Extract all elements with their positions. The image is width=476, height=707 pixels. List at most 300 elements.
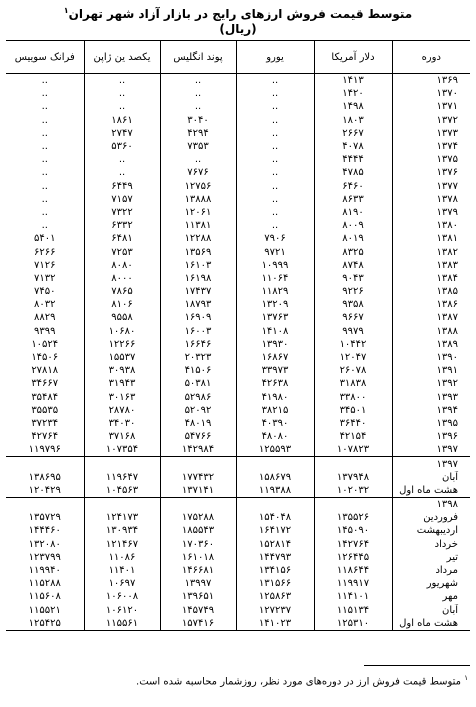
value-cell: ۴۷۸۵: [314, 166, 392, 179]
period-cell: ۱۳۹۶: [392, 430, 470, 443]
table-row: [6, 153, 470, 166]
value-cell: ..: [160, 87, 236, 100]
header-period: دوره: [392, 41, 470, 74]
value-cell: ۱۲۵۴۲۵: [6, 617, 84, 631]
table-row: [6, 484, 470, 498]
value-cell: ۱۰۵۲۴: [31, 338, 59, 350]
value-cell: ۱۳۵۶۹: [160, 245, 236, 258]
value-cell: ..: [236, 100, 314, 113]
value-cell: ۱۰۷۳۵۴: [84, 443, 160, 457]
period-cell: خرداد: [392, 538, 470, 551]
value-cell: ۱۴۲۷۶۴: [314, 538, 392, 551]
value-cell: ۱۱۴۱۰۱: [314, 590, 392, 603]
value-cell: ۱۱۳۸۱: [160, 219, 236, 232]
value-cell: ۹۰۴۳: [314, 272, 392, 285]
table-row: [6, 193, 470, 206]
value-cell: ۱۴۹۸: [314, 100, 392, 113]
empty-cell: [314, 457, 392, 471]
value-cell: ۷۲۵۳: [84, 245, 160, 258]
value-cell: ۱۴۱۰۲۳: [236, 617, 314, 631]
value-cell: ۷۳۵۳: [160, 140, 236, 153]
section-label-row: [6, 457, 470, 471]
footnote-divider: [364, 665, 470, 666]
value-cell: ۱۱۰۸۶: [84, 551, 160, 564]
table-row: [6, 617, 470, 631]
period-cell: ۱۳۸۲: [392, 245, 470, 258]
value-cell: ۱۲۷۵۶: [160, 180, 236, 193]
period-cell: هشت ماه اول: [392, 484, 470, 498]
value-cell: ۴۸۰۱۹: [160, 417, 236, 430]
value-cell: ۴۴۴۴: [314, 153, 392, 166]
value-cell: ۱۱۹۶۴۷: [84, 471, 160, 484]
period-cell: ۱۳۷۰: [392, 87, 470, 100]
period-cell: ۱۳۷۴: [392, 140, 470, 153]
value-cell: ۱۴۵۷۴۹: [160, 604, 236, 617]
value-cell: ۳۰۹۳۸: [84, 364, 160, 377]
value-cell: ۱۰۶۸۰: [84, 325, 160, 338]
value-cell: ۴۲۷۶۴: [31, 431, 59, 443]
value-cell: ..: [84, 153, 160, 166]
value-cell: ۶۳۳۲: [84, 219, 160, 232]
section-label-row: [6, 498, 470, 512]
value-cell: ۱۳۲۰۸۰: [28, 538, 61, 550]
header-jpy: یکصد ین ژاپن: [84, 41, 160, 74]
period-cell: ۱۳۹۳: [392, 391, 470, 404]
value-cell: ۲۷۴۷: [84, 127, 160, 140]
value-cell: ..: [160, 153, 236, 166]
value-cell: ۵۳۶۰: [84, 140, 160, 153]
value-cell: ۳۸۲۱۵: [236, 404, 314, 417]
value-cell: ۱۱۵۲۸۸: [28, 578, 61, 590]
value-cell: ۹۹۷۹: [314, 325, 392, 338]
value-cell: ۸۰۸۰: [84, 259, 160, 272]
table-row: [6, 443, 470, 457]
period-cell: ۱۳۷۷: [392, 180, 470, 193]
value-cell: ۳۳۹۷۳: [236, 364, 314, 377]
value-cell: ۳۰۴۰: [160, 114, 236, 127]
footnote: [136, 674, 468, 687]
period-cell: ۱۳۸۶: [392, 298, 470, 311]
value-cell: ۱۳۰۹۳۴: [84, 524, 160, 537]
value-cell: ۵۴۷۶۶: [160, 430, 236, 443]
value-cell: ..: [236, 127, 314, 140]
period-cell: ۱۳۸۱: [392, 232, 470, 245]
period-cell: ۱۳۹۴: [392, 404, 470, 417]
value-cell: ۷۱۲۶: [34, 259, 56, 271]
value-cell: ۱۸۰۳: [314, 114, 392, 127]
value-cell: ۱۲۰۴۷: [314, 351, 392, 364]
header-eur: یورو: [236, 41, 314, 74]
value-cell: ۱۷۰۳۶۰: [160, 538, 236, 551]
value-cell: ۶۴۴۹: [84, 180, 160, 193]
value-cell: ۷۹۰۶: [236, 232, 314, 245]
value-cell: ..: [236, 206, 314, 219]
table-row: [6, 74, 470, 88]
value-cell: ۳۰۱۶۳: [84, 391, 160, 404]
table-row: [6, 538, 470, 551]
empty-cell: [6, 498, 84, 512]
value-cell: ۱۴۴۴۶۰: [28, 525, 61, 537]
value-cell: ..: [236, 166, 314, 179]
title-note-mark: ۱: [63, 6, 69, 15]
value-cell: ۷۱۵۷: [84, 193, 160, 206]
table-row: [6, 285, 470, 298]
period-cell: ۱۳۷۸: [392, 193, 470, 206]
value-cell: ۳۱۹۴۳: [84, 377, 160, 390]
value-cell: ۱۳۹۹۷: [160, 577, 236, 590]
value-cell: ۳۵۴۸۴: [31, 391, 59, 403]
value-cell: ۱۲۵۵۹۳: [236, 443, 314, 457]
value-cell: ۳۱۸۳۸: [314, 377, 392, 390]
value-cell: ۱۶۱۹۸: [160, 272, 236, 285]
table-row: [6, 577, 470, 590]
value-cell: ..: [236, 87, 314, 100]
value-cell: ۱۰۶۰۰۸: [84, 590, 160, 603]
empty-cell: [84, 457, 160, 471]
value-cell: ۶۴۸۱: [84, 232, 160, 245]
value-cell: ۹۲۲۶: [314, 285, 392, 298]
value-cell: ۱۷۵۲۸۸: [160, 511, 236, 524]
value-cell: ۹۷۲۱: [236, 245, 314, 258]
value-cell: ۹۳۵۸: [314, 298, 392, 311]
value-cell: ۴۸۰۸۰: [236, 430, 314, 443]
value-cell: ۸۱۹۰: [314, 206, 392, 219]
value-cell: ۱۰۴۴۲: [314, 338, 392, 351]
value-cell: ۸۱۰۶: [84, 298, 160, 311]
value-cell: ..: [41, 127, 48, 139]
value-cell: ۱۵۵۳۷: [84, 351, 160, 364]
period-cell: ۱۳۷۱: [392, 100, 470, 113]
period-cell: ۱۳۶۹: [392, 74, 470, 88]
value-cell: ۱۶۸۶۷: [236, 351, 314, 364]
value-cell: ..: [84, 166, 160, 179]
value-cell: ۱۰۲۰۳۲: [314, 484, 392, 498]
value-cell: ۱۳۲۰۹: [236, 298, 314, 311]
table-row: [6, 417, 470, 430]
table-row: [6, 272, 470, 285]
value-cell: ۱۲۰۴۲۹: [6, 484, 84, 498]
period-cell: هشت ماه اول: [392, 617, 470, 631]
period-cell: ۱۳۸۵: [392, 285, 470, 298]
period-cell: ۱۳۹۰: [392, 351, 470, 364]
value-cell: ..: [236, 193, 314, 206]
value-cell: ..: [41, 154, 48, 166]
value-cell: ۲۶۰۷۸: [314, 364, 392, 377]
header-gbp: پوند انگلیس: [160, 41, 236, 74]
table-row: [6, 404, 470, 417]
value-cell: ۱۲۲۶۶: [84, 338, 160, 351]
table-row: [6, 87, 470, 100]
value-cell: ۱۳۱۵۶۶: [236, 577, 314, 590]
table-row: [6, 100, 470, 113]
value-cell: ۵۲۹۸۶: [160, 391, 236, 404]
value-cell: ۸۸۲۹: [34, 312, 56, 324]
period-cell: ۱۳۸۳: [392, 259, 470, 272]
value-cell: ۱۴۵۰۶: [31, 352, 59, 364]
footnote-text: متوسط قیمت فروش ارز در دوره‌های مورد نظر، روزشمار محاسبه شده است.: [136, 676, 462, 688]
table-row: [6, 259, 470, 272]
value-cell: ۴۰۳۹۰: [236, 417, 314, 430]
value-cell: ۴۲۶۳۸: [236, 377, 314, 390]
period-cell: ۱۳۸۹: [392, 338, 470, 351]
table-row: [6, 311, 470, 324]
value-cell: ۸۰۱۹: [314, 232, 392, 245]
value-cell: ۳۶۴۴۰: [314, 417, 392, 430]
table-row: [6, 219, 470, 232]
period-cell: ۱۳۸۷: [392, 311, 470, 324]
value-cell: ۶۲۶۶: [34, 246, 56, 258]
table-row: [6, 127, 470, 140]
value-cell: ۱۲۴۱۷۳: [84, 511, 160, 524]
period-cell: مرداد: [392, 564, 470, 577]
value-cell: ۳۳۸۰۰: [314, 391, 392, 404]
value-cell: ۷۳۲۲: [84, 206, 160, 219]
value-cell: ۵۰۳۸۱: [160, 377, 236, 390]
period-cell: ۱۳۷۹: [392, 206, 470, 219]
table-row: [6, 524, 470, 537]
period-cell: ۱۳۷۵: [392, 153, 470, 166]
table-row: [6, 245, 470, 258]
value-cell: ..: [41, 193, 48, 205]
value-cell: ۱۸۷۹۳: [160, 298, 236, 311]
period-cell: آبان: [392, 471, 470, 484]
value-cell: ۱۱۵۶۰۸: [28, 591, 61, 603]
table-row: [6, 430, 470, 443]
table-row: [6, 338, 470, 351]
value-cell: ۱۳۷۶۳: [236, 311, 314, 324]
empty-cell: [236, 457, 314, 471]
value-cell: ۱۳۹۳۰: [236, 338, 314, 351]
header-usd: دلار آمریکا: [314, 41, 392, 74]
value-cell: ۸۰۰۰: [84, 272, 160, 285]
value-cell: ۱۲۱۴۶۷: [84, 538, 160, 551]
value-cell: ۱۱۹۳۸۸: [236, 484, 314, 498]
value-cell: ۱۵۷۴۱۶: [160, 617, 236, 631]
value-cell: ..: [84, 87, 160, 100]
value-cell: ۸۳۲۵: [314, 245, 392, 258]
period-cell: ۱۳۷۶: [392, 166, 470, 179]
period-cell: شهریور: [392, 577, 470, 590]
value-cell: ۱۴۵۰۹۰: [314, 524, 392, 537]
value-cell: ..: [84, 74, 160, 88]
period-cell: تیر: [392, 551, 470, 564]
value-cell: ۱۰۶۱۲۰: [84, 604, 160, 617]
value-cell: ۴۲۹۴: [160, 127, 236, 140]
value-cell: ۸۷۴۸: [314, 259, 392, 272]
value-cell: ..: [236, 153, 314, 166]
value-cell: ۹۶۶۷: [314, 311, 392, 324]
value-cell: ۱۵۸۶۷۹: [236, 471, 314, 484]
value-cell: ۸۰۰۹: [314, 219, 392, 232]
value-cell: ۱۶۱۰۳: [160, 259, 236, 272]
value-cell: ۱۲۷۲۳۷: [236, 604, 314, 617]
value-cell: ۱۲۳۷۹۹: [28, 551, 61, 563]
value-cell: ..: [236, 114, 314, 127]
value-cell: ۲۸۷۸۰: [84, 404, 160, 417]
value-cell: ۲۷۸۱۸: [31, 365, 59, 377]
value-cell: ..: [41, 141, 48, 153]
period-cell: مهر: [392, 590, 470, 603]
value-cell: ..: [160, 100, 236, 113]
value-cell: ۴۱۵۰۶: [160, 364, 236, 377]
value-cell: ۱۴۶۶۸۱: [160, 564, 236, 577]
period-cell: ۱۳۸۸: [392, 325, 470, 338]
table-row: [6, 206, 470, 219]
value-cell: ۳۷۲۳۴: [31, 417, 59, 429]
value-cell: ..: [41, 88, 48, 100]
value-cell: ۵۴۰۱: [34, 233, 56, 245]
value-cell: ..: [236, 219, 314, 232]
empty-cell: [160, 457, 236, 471]
value-cell: ۱۲۲۸۸: [160, 232, 236, 245]
section-1398: [6, 498, 470, 631]
footnote-mark: ۱: [464, 674, 468, 682]
value-cell: ۸۶۳۳: [314, 193, 392, 206]
period-cell: ۱۳۹۱: [392, 364, 470, 377]
period-cell: اردیبهشت: [392, 524, 470, 537]
title-text: متوسط قیمت فروش ارزهای رایج در بازار آزاد شهر تهران: [68, 7, 413, 21]
table-row: [6, 114, 470, 127]
period-cell: ۱۳۸۴: [392, 272, 470, 285]
value-cell: ۱۵۴۰۴۸: [236, 511, 314, 524]
value-cell: ۲۶۶۷: [314, 127, 392, 140]
value-cell: ۷۴۵۰: [34, 286, 56, 298]
value-cell: ۱۷۴۳۷: [160, 285, 236, 298]
period-cell: ۱۳۷۳: [392, 127, 470, 140]
table-row: [6, 364, 470, 377]
value-cell: ..: [84, 100, 160, 113]
value-cell: ۳۷۱۶۸: [84, 430, 160, 443]
value-cell: ۱۳۷۱۴۱: [160, 484, 236, 498]
table-row: [6, 511, 470, 524]
unit-label: (ریال): [219, 22, 257, 36]
value-cell: ۱۶۱۰۱۸: [160, 551, 236, 564]
value-cell: ۳۵۵۳۵: [31, 404, 59, 416]
section-year-label: ۱۳۹۸: [392, 498, 470, 512]
period-cell: ۱۳۹۷: [392, 443, 470, 457]
annual-rows: [6, 74, 470, 457]
value-cell: ۱۱۹۹۴۰: [28, 565, 61, 577]
empty-cell: [6, 457, 84, 471]
value-cell: ۴۰۷۸: [314, 140, 392, 153]
value-cell: ۱۶۶۴۶: [160, 338, 236, 351]
value-cell: ۱۲۵۸۶۳: [236, 590, 314, 603]
value-cell: ۱۱۸۲۹: [236, 285, 314, 298]
value-cell: ۱۴۱۳: [314, 74, 392, 88]
value-cell: ۱۳۸۸۸: [160, 193, 236, 206]
value-cell: ۱۸۶۱: [84, 114, 160, 127]
table-title: [0, 3, 476, 37]
value-cell: ۱۳۴۱۵۶: [236, 564, 314, 577]
value-cell: ۱۲۵۳۱۰: [314, 617, 392, 631]
table-row: [6, 391, 470, 404]
value-cell: ۳۴۰۳۰: [84, 417, 160, 430]
value-cell: ۱۱۸۶۴۴: [314, 564, 392, 577]
value-cell: ..: [41, 75, 48, 87]
value-cell: ۱۴۲۹۸۴: [160, 443, 236, 457]
header-row: [6, 41, 470, 74]
value-cell: ۱۴۱۰۸: [236, 325, 314, 338]
value-cell: ..: [236, 74, 314, 88]
table-row: [6, 180, 470, 193]
period-cell: فروردین: [392, 511, 470, 524]
table-row: [6, 590, 470, 603]
empty-cell: [84, 498, 160, 512]
period-cell: ۱۳۸۰: [392, 219, 470, 232]
value-cell: ۱۱۰۶۴: [236, 272, 314, 285]
value-cell: ۴۱۹۸۰: [236, 391, 314, 404]
value-cell: ۹۳۹۹: [34, 325, 56, 337]
value-cell: ۱۰۶۹۷: [84, 577, 160, 590]
value-cell: ۱۱۵۵۶۱: [84, 617, 160, 631]
period-cell: ۱۳۹۲: [392, 377, 470, 390]
value-cell: ..: [236, 140, 314, 153]
table-row: [6, 604, 470, 617]
value-cell: ۱۲۰۶۱: [160, 206, 236, 219]
empty-cell: [160, 498, 236, 512]
empty-cell: [314, 498, 392, 512]
value-cell: ۱۰۷۸۲۳: [314, 443, 392, 457]
value-cell: ۱۶۰۰۳: [160, 325, 236, 338]
value-cell: ۷۸۶۵: [84, 285, 160, 298]
value-cell: ۶۴۶۰: [314, 180, 392, 193]
value-cell: ۱۴۲۰: [314, 87, 392, 100]
value-cell: ۱۱۴۰۱: [84, 564, 160, 577]
value-cell: ..: [41, 101, 48, 113]
value-cell: ۹۵۵۸: [84, 311, 160, 324]
value-cell: ۱۲۶۴۴۵: [314, 551, 392, 564]
table-row: [6, 166, 470, 179]
table-row: [6, 232, 470, 245]
value-cell: ۸۰۳۲: [34, 299, 56, 311]
value-cell: ۱۳۷۹۴۸: [314, 471, 392, 484]
table-row: [6, 377, 470, 390]
value-cell: ۷۱۳۲: [34, 272, 56, 284]
value-cell: ۱۶۹۰۹: [160, 311, 236, 324]
value-cell: ۱۱۹۹۱۷: [314, 577, 392, 590]
value-cell: ..: [236, 180, 314, 193]
value-cell: ۱۰۴۵۶۳: [84, 484, 160, 498]
table-row: [6, 298, 470, 311]
table-row: [6, 564, 470, 577]
header-chf: فرانک سوییس: [6, 41, 84, 74]
value-cell: ۲۰۳۲۳: [160, 351, 236, 364]
value-cell: ۳۴۶۶۷: [31, 378, 59, 390]
table-row: [6, 471, 470, 484]
value-cell: ۱۸۵۵۴۳: [160, 524, 236, 537]
table-row: [6, 325, 470, 338]
section-1397: [6, 457, 470, 498]
empty-cell: [236, 498, 314, 512]
value-cell: ۱۳۵۷۲۹: [28, 512, 61, 524]
value-cell: ۱۱۵۱۳۴: [314, 604, 392, 617]
value-cell: ۷۶۷۶: [160, 166, 236, 179]
table-row: [6, 551, 470, 564]
value-cell: ۵۲۰۹۲: [160, 404, 236, 417]
table-row: [6, 140, 470, 153]
value-cell: ۴۲۱۵۴: [314, 430, 392, 443]
value-cell: ۱۱۹۷۹۶: [6, 443, 84, 457]
value-cell: ۱۴۴۷۹۳: [236, 551, 314, 564]
period-cell: آبان: [392, 604, 470, 617]
table-row: [6, 351, 470, 364]
value-cell: ..: [41, 114, 48, 126]
value-cell: ..: [160, 74, 236, 88]
value-cell: ۱۰۹۹۹: [236, 259, 314, 272]
value-cell: ۱۶۴۱۷۲: [236, 524, 314, 537]
value-cell: ۱۱۵۵۲۱: [28, 604, 61, 616]
value-cell: ..: [41, 220, 48, 232]
